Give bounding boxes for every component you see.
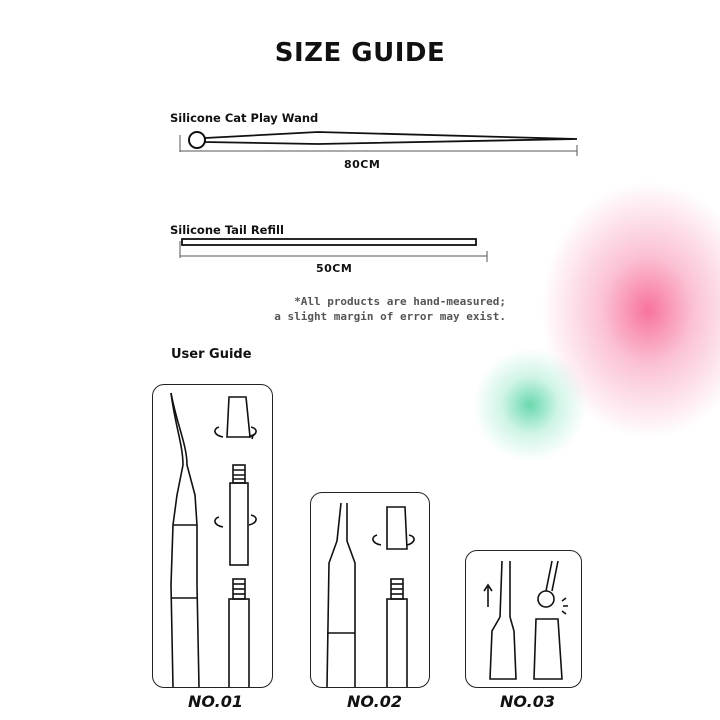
refill-illustration	[182, 239, 476, 245]
step-1-label: NO.01	[188, 692, 243, 711]
step-1-panel	[152, 384, 273, 688]
page-title: SIZE GUIDE	[274, 38, 446, 68]
note-line-1: *All products are hand-measured;	[294, 295, 506, 308]
refill-length: 50CM	[316, 262, 353, 275]
wand-illustration	[189, 132, 577, 148]
user-guide-heading: User Guide	[171, 347, 252, 362]
note-line-2: a slight margin of error may exist.	[274, 310, 506, 323]
step-1-illustration	[153, 385, 272, 687]
measurement-note	[236, 294, 506, 324]
product-refill-label: Silicone Tail Refill	[170, 223, 284, 237]
step-3-label: NO.03	[500, 692, 555, 711]
wand-length: 80CM	[344, 158, 381, 171]
step-2-panel	[310, 492, 430, 688]
step-3-panel	[465, 550, 582, 688]
step-2-illustration	[311, 493, 429, 687]
product-wand-label: Silicone Cat Play Wand	[170, 111, 319, 125]
step-3-illustration	[466, 551, 581, 687]
step-2-label: NO.02	[347, 692, 402, 711]
